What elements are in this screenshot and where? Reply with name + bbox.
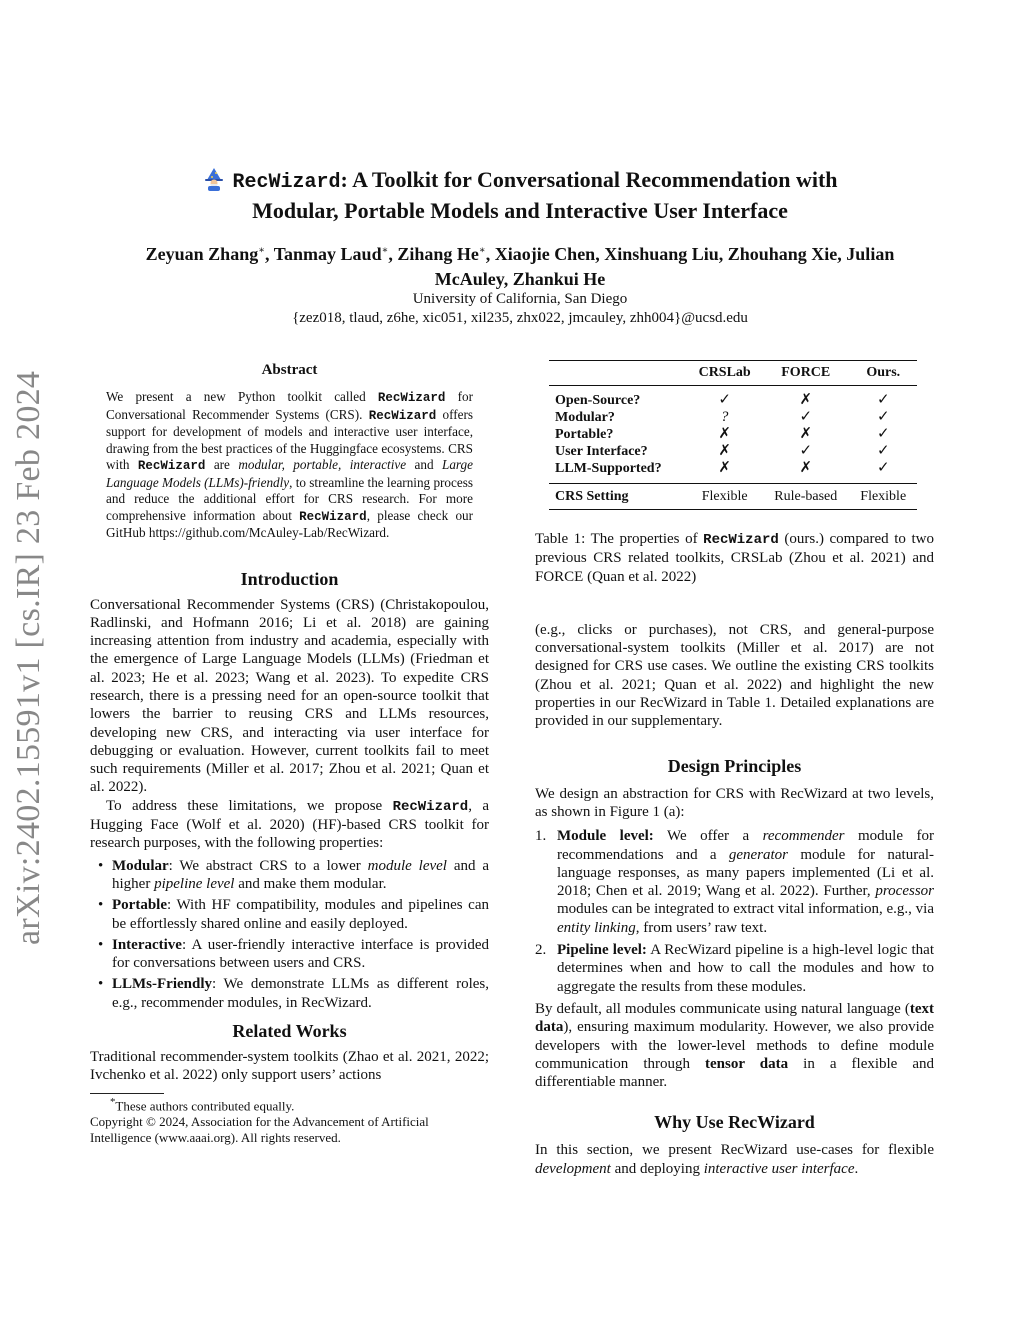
table-row: Modular? ? ✓ ✓ <box>555 409 890 425</box>
paper-title <box>100 166 940 224</box>
table-header: FORCE <box>762 361 849 386</box>
design-paragraph: We design an abstraction for CRS with RecWizard at two levels, as shown in Figure 1 (a): <box>535 785 934 820</box>
list-item: • Portable: With HF compatibility, modules and pipelines can be effortlessly shared online and easily deployed. <box>98 897 489 932</box>
related-continuation: (e.g., clicks or purchases), not CRS, and general-purpose conversational-system toolkits (Miller et al. 2017) are not designed for CRS use cases. We outline the existing CRS toolkits (Zhou et al. 2021; Quan et al. 2022) and highlight the new properties in our RecWizard in Table 1. Detailed explanations are provided in our supplementary. <box>535 621 934 730</box>
related-works-heading: Related Works <box>232 1021 347 1042</box>
table-header: Ours. <box>849 361 917 386</box>
table-header: CRSLab <box>687 361 762 386</box>
author-3: Zihang He <box>397 244 479 264</box>
right-column <box>535 360 934 1178</box>
copyright: Copyright © 2024, Association for the Advancement of Artificial Intelligence (www.aaai.org). All rights reserved. <box>90 1113 429 1145</box>
intro-paragraph-2: To address these limitations, we propose RecWizard, a Hugging Face (Wolf et al. 2020) (HF)-based CRS toolkit for research purposes, with the following properties: <box>90 797 489 852</box>
author-list: Zeyuan Zhang∗, Tanmay Laud∗, Zihang He∗, Xiaojie Chen, Xinshuang Liu, Zhouhang Xie, Julian McAuley, Zhankui He <box>145 244 895 289</box>
author-2: Tanmay Laud <box>273 244 382 264</box>
table-row: User Interface? ✗ ✓ ✓ <box>555 443 890 459</box>
list-item: 2. Pipeline level: A RecWizard pipeline is a high-level logic that determines when and how to call the modules and how to aggregate the results from these modules. <box>535 942 934 995</box>
equal-contrib-mark: ∗ <box>478 245 486 256</box>
bullet: • <box>98 897 104 914</box>
table-header <box>549 361 687 386</box>
table-row: LLM-Supported? ✗ ✗ ✓ <box>555 460 890 476</box>
related-paragraph: Traditional recommender-system toolkits (Zhao et al. 2021, 2022; Ivchenko et al. 2022) only support users’ actions <box>90 1049 489 1084</box>
equal-contrib-mark: ∗ <box>381 245 389 256</box>
list-item: 1. Module level: We offer a recommender module for recommendations and a generator module for natural-language responses, as many papers implemented (Li et al. 2018; Chen et al. 2019; Wang et al. 2022). Further, processor modules can be integrated to extract vital information, e.g., via entity linking, from users’ raw text. <box>535 828 935 936</box>
table-caption: Table 1: The properties of RecWizard (ours.) compared to two previous CRS related toolkits, CRSLab (Zhou et al. 2021) and FORCE (Quan et al. 2022) <box>535 531 934 585</box>
table-row-setting: CRS Setting Flexible Rule-based Flexible <box>549 484 917 510</box>
table-row: Portable? ✗ ✗ ✓ <box>555 426 890 442</box>
intro-paragraph-1: Conversational Recommender Systems (CRS) (Christakopoulou, Radlinski, and Hofmann 2016; Li et al. 2018) are gaining increasing attention from industry and academia, especially with the emergence of Large Language Models (LLMs) (Friedman et al. 2023; He et al. 2023; Wang et al. 2023). To expedite CRS research, there is a pressing need for an open-source toolkit that lowers the barrier to reusing CRS and LLMs resources, developing new CRS, and interacting via user interface for debugging or evaluation. However, current toolkits fail to meet such requirements (Miller et al. 2017; Zhou et al. 2021; Quan et al. 2022). <box>90 596 489 796</box>
title-line2: Modular, Portable Models and Interactive User Interface <box>252 198 788 223</box>
table-row: Open-Source? ✓ ✗ ✓ <box>555 392 890 408</box>
title-line1: : A Toolkit for Conversational Recommendation with <box>340 167 838 192</box>
author-line2: McAuley, Zhankui He <box>434 269 606 289</box>
introduction-heading: Introduction <box>240 568 339 589</box>
default-paragraph: By default, all modules communicate using natural language (text data), ensuring maximum modularity. However, we also provide developers with the lower-level methods to define module communication through tensor data in a flexible and differentiable manner. <box>535 1000 935 1091</box>
abstract-text: We present a new Python toolkit called RecWizard for Conversational Recommender Systems (CRS). RecWizard offers support for development of models and interactive user interface, drawing from the best practices of the Huggingface ecosystems. CRS with RecWizard are modular, portable, interactive and Large Language Models (LLMs)-friendly, to streamline the learning process and reduce the additional effort for CRS research. For more comprehensive information about RecWizard, please check our GitHub https://github.com/McAuley-Lab/RecWizard. <box>106 389 474 540</box>
bullet: • <box>98 857 104 874</box>
bullet: • <box>98 976 104 993</box>
list-item: • LLMs-Friendly: We demonstrate LLMs as different roles, e.g., recommender modules, in RecWizard. <box>98 976 489 1011</box>
levels-list <box>535 827 934 996</box>
emails: {zez018, tlaud, z6he, xic051, xil235, zhx022, jmcauley, zhh004}@ucsd.edu <box>292 310 748 326</box>
affiliation <box>100 290 940 328</box>
list-item: • Interactive: A user-friendly interactive interface is provided for conversations between users and CRS. <box>98 936 489 972</box>
design-principles-heading: Design Principles <box>667 755 802 776</box>
author-1: Zeyuan Zhang <box>145 244 259 264</box>
arxiv-stamp: arXiv:2402.15591v1 [cs.IR] 23 Feb 2024 <box>10 370 47 945</box>
institution: University of California, San Diego <box>412 291 628 307</box>
abstract-heading: Abstract <box>261 362 318 378</box>
list-item: • Modular: We abstract CRS to a lower module level and a higher pipeline level and make them modular. <box>98 857 490 892</box>
author-rest: , Xiaojie Chen, Xinshuang Liu, Zhouhang Xie, Julian <box>485 244 895 264</box>
why-use-heading: Why Use RecWizard <box>654 1112 815 1133</box>
footnote: *These authors contributed equally. <box>110 1095 295 1113</box>
left-column <box>90 362 489 1146</box>
comparison-table <box>549 360 917 510</box>
property-list <box>90 857 489 1012</box>
why-paragraph: In this section, we present RecWizard use-cases for flexible development and deploying interactive user interface. <box>535 1142 934 1177</box>
title-toolkit-name: RecWizard <box>232 171 341 194</box>
equal-contrib-mark: ∗ <box>258 245 265 256</box>
bullet: • <box>98 936 104 953</box>
wizard-icon <box>202 167 226 197</box>
